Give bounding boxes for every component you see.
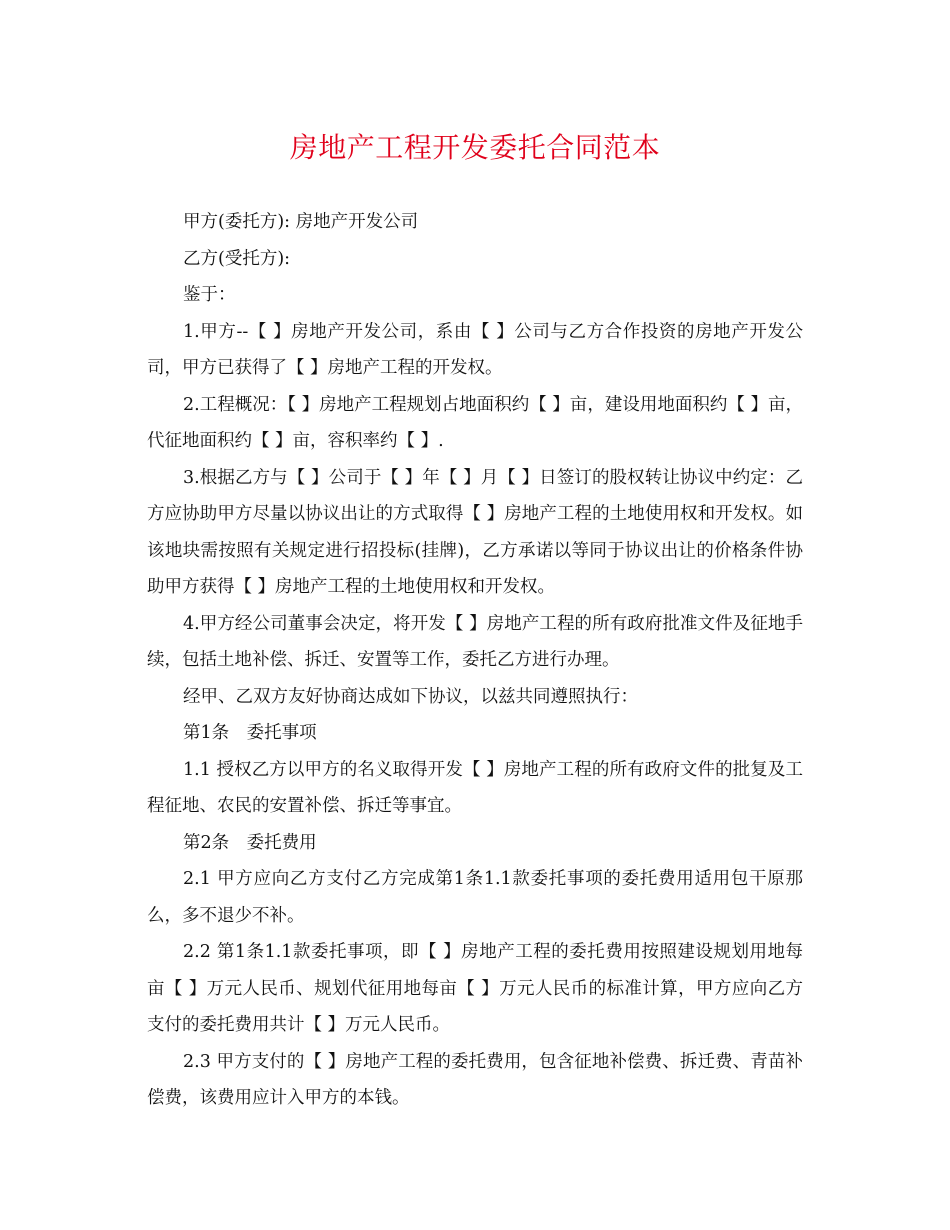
paragraph-agreement-intro: 经甲、乙双方友好协商达成如下协议，以兹共同遵照执行：	[183, 686, 638, 707]
section-heading-1: 第1条 委托事项	[183, 723, 317, 743]
paragraph-recital-1: 1.甲方--【 】房地产开发公司，系由【 】公司与乙方合作投资的房地产开发公司，甲方已获得了【 】房地产工程的开发权。	[147, 321, 803, 378]
section-heading-2: 第2条 委托费用	[183, 832, 317, 853]
document-title: 房地产工程开发委托合同范本	[289, 131, 661, 164]
paragraph-whereas: 鉴于：	[183, 285, 236, 305]
paragraph-recital-4: 4.甲方经公司董事会决定，将开发【 】房地产工程的所有政府批准文件及征地手续，包括土地补偿、拆迁、安置等工作，委托乙方进行办理。	[147, 613, 803, 670]
document-body	[147, 204, 803, 1117]
paragraph-recital-2: 2.工程概况：【 】房地产工程规划占地面积约【 】亩，建设用地面积约【 】亩，代征地面积约【 】亩，容积率约【 】.	[147, 394, 803, 451]
clause-2-3: 2.3 甲方支付的【 】房地产工程的委托费用，包含征地补偿费、拆迁费、青苗补偿费，该费用应计入甲方的本钱。	[147, 1051, 803, 1108]
paragraph-recital-3: 3.根据乙方与【 】公司于【 】年【 】月【 】日签订的股权转让协议中约定：乙方应协助甲方尽量以协议出让的方式取得【 】房地产工程的土地使用权和开发权。如该地块需按照有关规定进行招投标(挂牌)，乙方承诺以等同于协议出让的价格条件协助甲方获得【 】房地产工程的土地使用权和开发权。	[147, 467, 803, 597]
paragraph-party-a: 甲方(委托方): 房地产开发公司	[183, 212, 419, 232]
clause-2-1: 2.1 甲方应向乙方支付乙方完成第1条1.1款委托事项的委托费用适用包干原那么，多不退少不补。	[147, 869, 803, 926]
clause-2-2: 2.2 第1条1.1款委托事项，即【 】房地产工程的委托费用按照建设规划用地每亩【 】万元人民币、规划代征用地每亩【 】万元人民币的标准计算，甲方应向乙方支付的委托费用共计【 】万元人民币。	[147, 942, 803, 1035]
clause-1-1: 1.1 授权乙方以甲方的名义取得开发【 】房地产工程的所有政府文件的批复及工程征地、农民的安置补偿、拆迁等事宜。	[147, 759, 803, 816]
paragraph-party-b: 乙方(受托方):	[183, 248, 291, 269]
